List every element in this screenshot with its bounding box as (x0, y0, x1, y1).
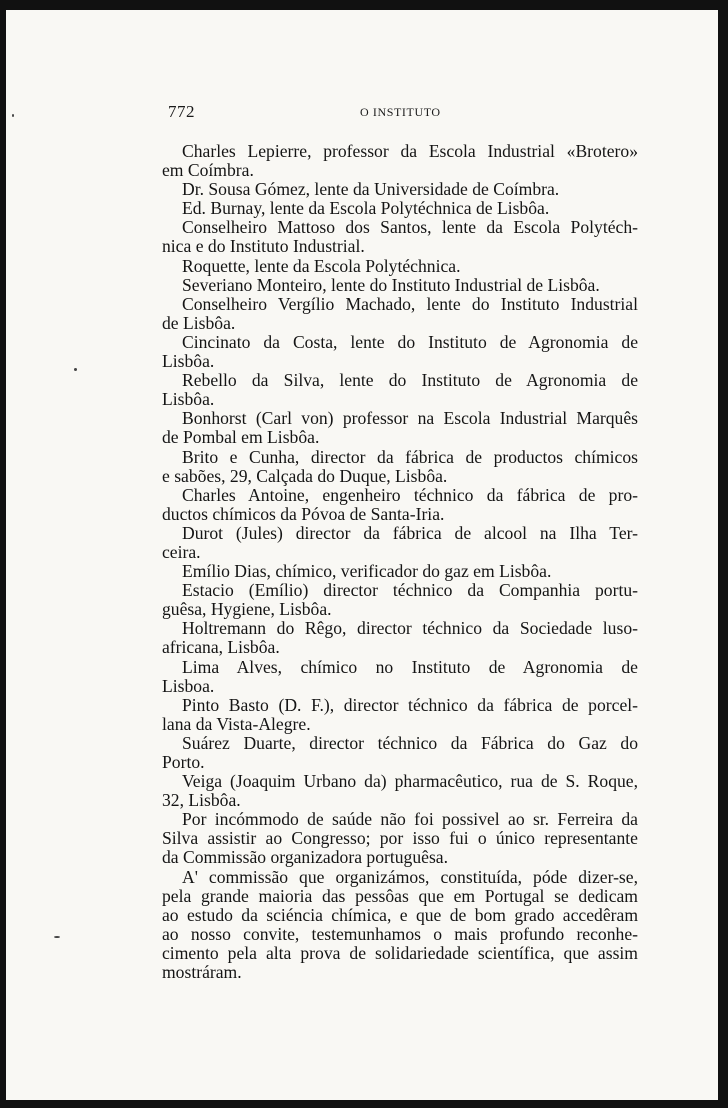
text-line: de Lisbôa. (162, 312, 236, 333)
text-line: Emílio Dias, chímico, verificador do gaz em Lisbôa. (182, 561, 552, 582)
text-line: de Pombal em Lisbôa. (162, 427, 320, 448)
text-line: Charles Antoine, engenheiro téchnico da fábrica de pro- (182, 484, 638, 505)
body-text (162, 142, 638, 982)
text-line: Severiano Monteiro, lente do Instituto Industrial de Lisbôa. (182, 274, 600, 295)
text-line: Lisbôa. (162, 351, 215, 372)
scan-speck (54, 936, 60, 938)
page-number: 772 (168, 102, 195, 121)
text-line: pela grande maioria das pessôas que em Portugal se dedicam (162, 885, 638, 906)
text-line: Suárez Duarte, director téchnico da Fábrica do Gaz do (182, 732, 638, 753)
text-line: Silva assistir ao Congresso; por isso fui o único representante (162, 828, 638, 849)
text-line: Roquette, lente da Escola Polytéchnica. (182, 255, 461, 276)
text-line: Brito e Cunha, director da fábrica de productos chímicos (182, 446, 638, 467)
text-line: Cincinato da Costa, lente do Instituto de Agronomia de (182, 331, 638, 352)
text-line: guêsa, Hygiene, Lisbôa. (162, 599, 332, 620)
journal-title: O INSTITUTO (360, 105, 441, 119)
text-line: Estacio (Emílio) director téchnico da Companhia portu- (182, 580, 638, 601)
text-line: Pinto Basto (D. F.), director téchnico da fábrica de porcel- (182, 694, 638, 715)
text-line: e sabões, 29, Calçada do Duque, Lisbôa. (162, 465, 448, 486)
text-line: Rebello da Silva, lente do Instituto de Agronomia de (182, 370, 638, 391)
text-line: Durot (Jules) director da fábrica de alcool na Ilha Ter- (182, 522, 638, 543)
text-line: Dr. Sousa Gómez, lente da Universidade de Coímbra. (182, 179, 560, 200)
scan-speck (12, 114, 14, 117)
text-line: ductos chímicos da Póvoa de Santa-Iria. (162, 503, 445, 524)
scan-speck (74, 368, 77, 371)
text-line: mostráram. (162, 962, 242, 983)
text-line: ceira. (162, 541, 201, 562)
text-line: nica e do Instituto Industrial. (162, 236, 365, 257)
text-line: cimento pela alta prova de solidariedade scientífica, que assim (162, 942, 638, 963)
text-line: Ed. Burnay, lente da Escola Polytéchnica de Lisbôa. (182, 198, 550, 219)
text-line: ao nosso convite, testemunhamos o mais profundo reconhe- (162, 923, 638, 944)
text-line: Veiga (Joaquim Urbano da) pharmacêutico, rua de S. Roque, (182, 771, 638, 792)
text-line: ao estudo da sciéncia chímica, e que de bom grado accedêram (162, 904, 638, 925)
text-line: Holtremann do Rêgo, director téchnico da Sociedade luso- (182, 618, 638, 639)
text-line: Conselheiro Vergílio Machado, lente do Instituto Industrial (182, 293, 638, 314)
text-line: A' commissão que organizámos, constituída, póde dizer-se, (182, 866, 638, 887)
text-line: em Coímbra. (162, 160, 254, 181)
book-page (6, 10, 718, 1100)
text-line: Lisboa. (162, 675, 215, 696)
text-line: Bonhorst (Carl von) professor na Escola Industrial Marquês (182, 408, 638, 429)
text-line: africana, Lisbôa. (162, 637, 280, 658)
text-line: Por incómmodo de saúde não foi possivel ao sr. Ferreira da (182, 809, 638, 830)
text-line: lana da Vista-Alegre. (162, 713, 311, 734)
running-head (168, 102, 640, 126)
text-line: Porto. (162, 752, 205, 772)
text-line: 32, Lisbôa. (162, 790, 241, 811)
text-line: Conselheiro Mattoso dos Santos, lente da Escola Polytéch- (182, 217, 638, 238)
text-line: Lima Alves, chímico no Instituto de Agronomia de (182, 656, 638, 677)
text-line: da Commissão organizadora portuguêsa. (162, 847, 448, 868)
text-line: Charles Lepierre, professor da Escola Industrial «Brotero» (182, 141, 638, 161)
text-line: Lisbôa. (162, 389, 215, 410)
